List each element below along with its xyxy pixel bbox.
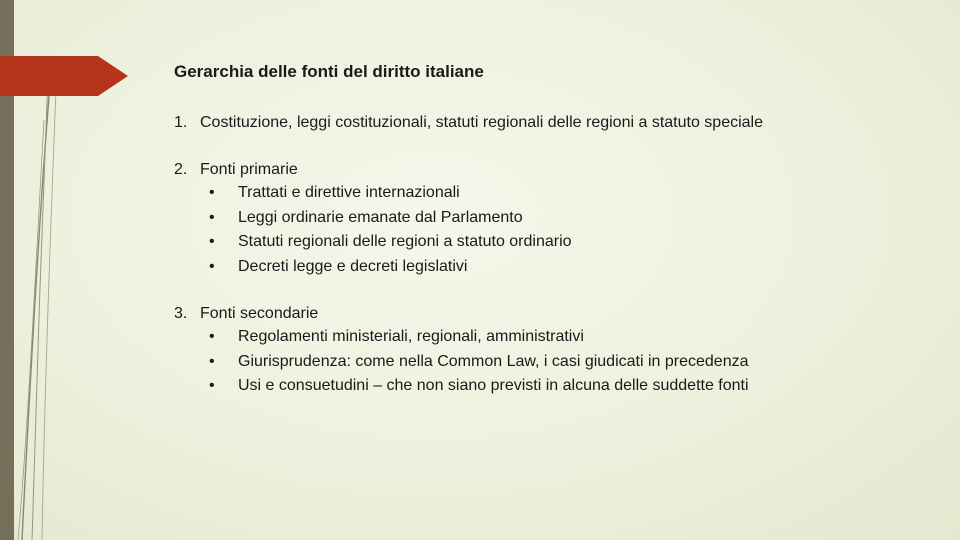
slide-content <box>174 0 934 540</box>
bullet-icon: • <box>209 377 215 394</box>
sub-list-item <box>174 255 572 280</box>
list-item-text: Fonti secondarie <box>200 305 319 322</box>
sub-list-item <box>174 325 749 350</box>
list-item-number: 2. <box>174 161 188 178</box>
sub-list-item-text: Regolamenti ministeriali, regionali, amministrativi <box>238 328 584 345</box>
sub-list <box>174 325 749 399</box>
sub-list-item <box>174 374 749 399</box>
sub-list-item-text: Statuti regionali delle regioni a statuto ordinario <box>238 233 572 250</box>
sub-list-item <box>174 350 749 375</box>
accent-arrow-shape <box>0 56 128 96</box>
sub-list-item <box>174 181 572 206</box>
sub-list-item-text: Leggi ordinarie emanate dal Parlamento <box>238 208 523 226</box>
list-item <box>174 161 572 279</box>
list-item-text: Costituzione, leggi costituzionali, statuti regionali delle regioni a statuto speciale <box>200 114 763 131</box>
sub-list-item-text: Decreti legge e decreti legislativi <box>238 257 468 275</box>
sub-list <box>174 181 572 279</box>
bullet-icon: • <box>209 257 215 275</box>
bullet-icon: • <box>209 352 215 370</box>
sub-list-item <box>174 206 572 231</box>
sub-list-item-text: Usi e consuetudini – che non siano previsti in alcuna delle suddette fonti <box>238 377 749 394</box>
list-item <box>174 305 749 399</box>
sub-list-item <box>174 230 572 255</box>
bullet-icon: • <box>209 328 215 345</box>
list-item-number: 1. <box>174 114 188 131</box>
list-item-text: Fonti primarie <box>200 161 298 178</box>
slide-title: Gerarchia delle fonti del diritto italiane <box>174 62 484 81</box>
list-item <box>174 114 763 132</box>
bullet-icon: • <box>209 184 215 201</box>
sub-list-item-text: Giurisprudenza: come nella Common Law, i casi giudicati in precedenza <box>238 352 749 370</box>
bullet-icon: • <box>209 233 215 250</box>
sub-list-item-text: Trattati e direttive internazionali <box>238 184 460 201</box>
list-item-number: 3. <box>174 305 188 322</box>
bullet-icon: • <box>209 208 215 226</box>
